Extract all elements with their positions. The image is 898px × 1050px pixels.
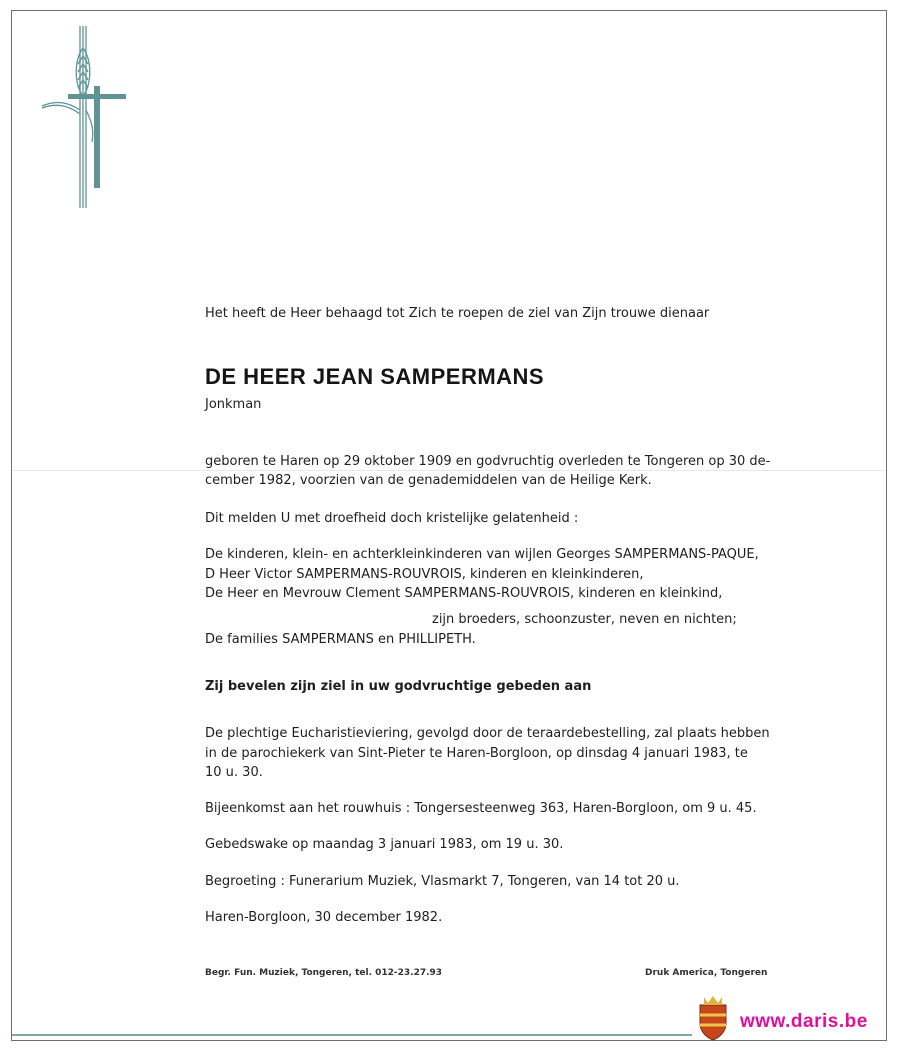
watermark-link[interactable]: www.daris.be — [740, 1011, 868, 1032]
birth-death-line-1: geboren te Haren op 29 oktober 1909 en godvruchtig overleden te Tongeren op 30 de- — [205, 454, 771, 469]
ceremony-line-2: in de parochiekerk van Sint-Pieter te Haren-Borgloon, op dinsdag 4 januari 1983, te — [205, 746, 748, 761]
family-line-4: zijn broeders, schoonzuster, neven en nichten; — [432, 612, 737, 627]
family-line-3: De Heer en Mevrouw Clement SAMPERMANS-ROUVROIS, kinderen en kleinkind, — [205, 586, 723, 601]
family-line-2: D Heer Victor SAMPERMANS-ROUVROIS, kinderen en kleinkinderen, — [205, 567, 644, 582]
intro-text: Het heeft de Heer behaagd tot Zich te roepen de ziel van Zijn trouwe dienaar — [205, 306, 710, 321]
visitation-text: Begroeting : Funerarium Muziek, Vlasmarkt 7, Tongeren, van 14 tot 20 u. — [205, 874, 680, 889]
meeting-text: Bijeenkomst aan het rouwhuis : Tongersesteenweg 363, Haren-Borgloon, om 9 u. 45. — [205, 801, 757, 816]
announce-text: Dit melden U met droefheid doch kristelijke gelatenheid : — [205, 511, 579, 526]
deceased-status: Jonkman — [205, 397, 262, 412]
vigil-text: Gebedswake op maandag 3 januari 1983, om 19 u. 30. — [205, 837, 564, 852]
cross-icon — [38, 26, 130, 210]
place-date-text: Haren-Borgloon, 30 december 1982. — [205, 910, 443, 925]
ceremony-line-3: 10 u. 30. — [205, 765, 263, 780]
prayer-text: Zij bevelen zijn ziel in uw godvruchtige gebeden aan — [205, 679, 592, 694]
crest-icon — [696, 995, 730, 1041]
family-line-1: De kinderen, klein- en achterkleinkinderen van wijlen Georges SAMPERMANS-PAQUE, — [205, 547, 759, 562]
family-line-5: De families SAMPERMANS en PHILLIPETH. — [205, 632, 476, 647]
bottom-line — [12, 1034, 692, 1036]
footer-left: Begr. Fun. Muziek, Tongeren, tel. 012-23.27.93 — [205, 968, 443, 978]
footer-right: Druk America, Tongeren — [645, 968, 768, 978]
birth-death-line-2: cember 1982, voorzien van de genademiddelen van de Heilige Kerk. — [205, 473, 652, 488]
ceremony-line-1: De plechtige Eucharistieviering, gevolgd door de teraardebestelling, zal plaats hebben — [205, 726, 770, 741]
deceased-name: DE HEER JEAN SAMPERMANS — [205, 364, 545, 389]
